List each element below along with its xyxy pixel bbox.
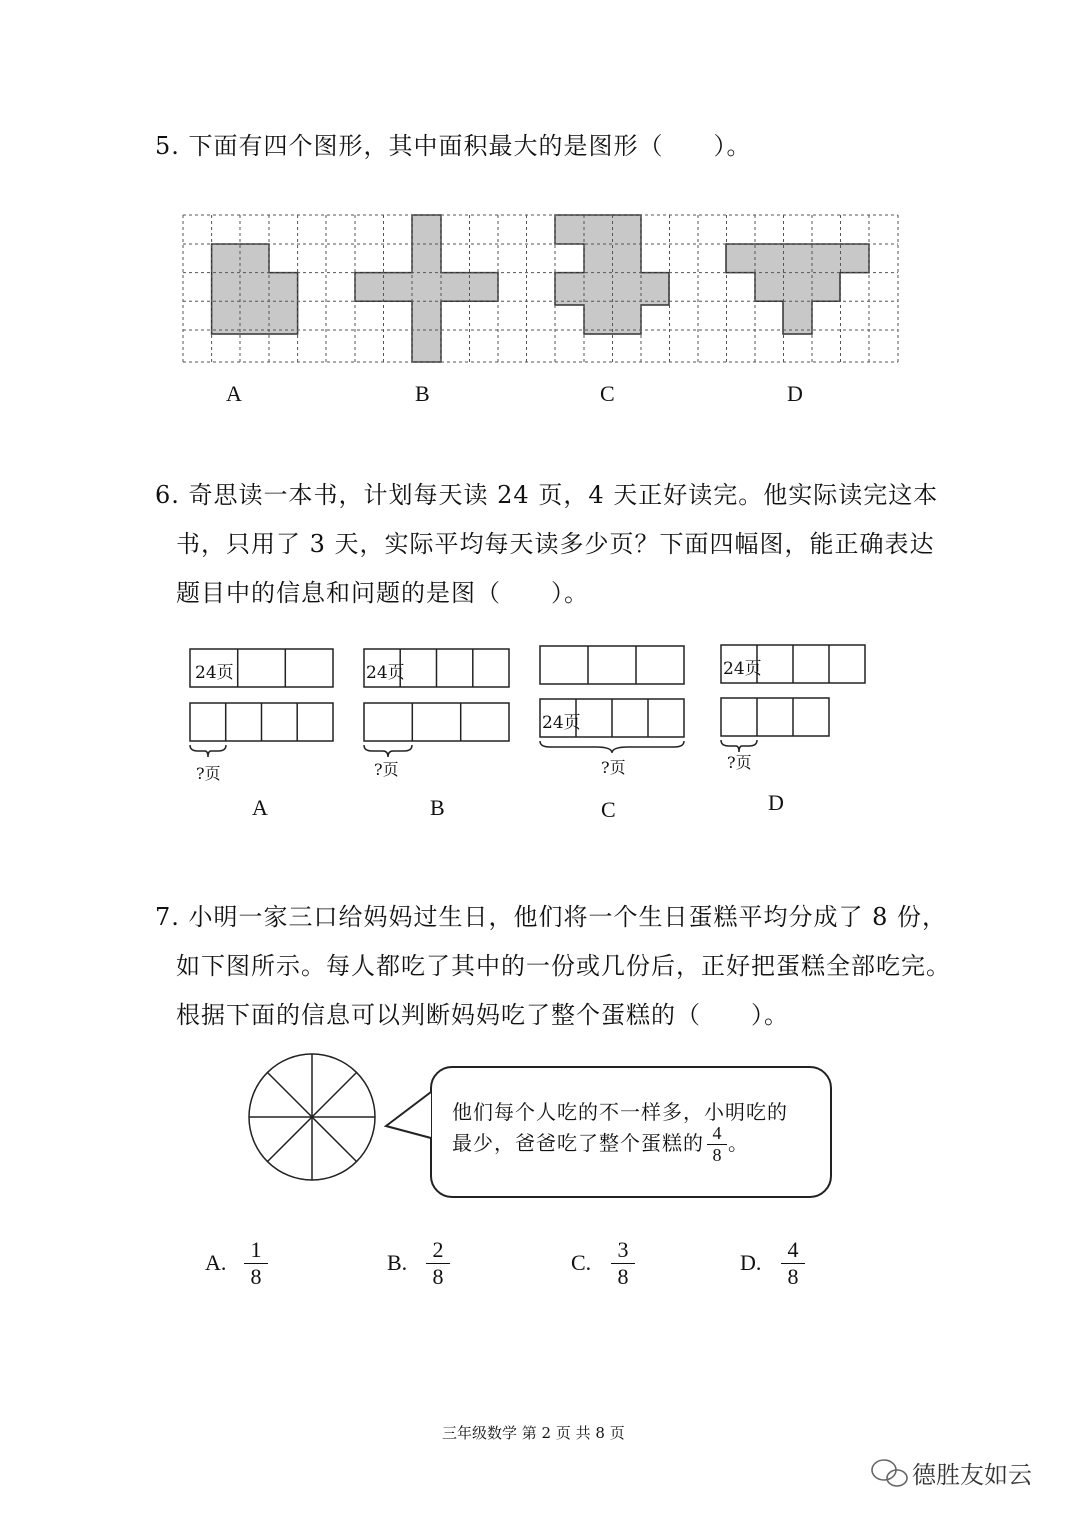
q5-label-a: A [226, 381, 242, 406]
diagram-c-box-label: 24页 [542, 713, 581, 733]
page-footer: 三年级数学 第 2 页 共 8 页 [442, 1424, 625, 1442]
q5-label-d: D [787, 381, 803, 406]
diagram-b-question: ?页 [374, 760, 399, 779]
q7-option-b-fraction: 2 8 [426, 1238, 450, 1289]
bubble-line1: 他们每个人吃的不一样多，小明吃的 [452, 1100, 788, 1124]
q6-label-a: A [252, 795, 268, 820]
q7-line1: 7. 小明一家三口给妈妈过生日，他们将一个生日蛋糕平均分成了 8 份， [155, 903, 948, 931]
diagram-b-box-label: 24页 [366, 663, 405, 683]
q7-option-d-label: D. [740, 1250, 762, 1275]
diagram-a-question: ?页 [196, 764, 221, 783]
q5-label-b: B [415, 381, 430, 406]
watermark-text: 德胜友如云 [912, 1461, 1032, 1489]
diagram-d-question: ?页 [727, 753, 752, 772]
diagram-c-question: ?页 [601, 758, 626, 777]
bubble-line2: 最少，爸爸吃了整个蛋糕的 [452, 1131, 704, 1155]
q5-label-c: C [600, 381, 615, 406]
q7-line2: 如下图所示。每人都吃了其中的一份或几份后，正好把蛋糕全部吃完。 [176, 952, 951, 980]
bubble-fraction: 4 8 [707, 1124, 727, 1165]
q7-option-a-fraction: 1 8 [244, 1238, 268, 1289]
q6-line2: 书，只用了 3 天，实际平均每天读多少页？下面四幅图，能正确表达 [176, 530, 935, 558]
q5-text: 5. 下面有四个图形，其中面积最大的是图形（ ）。 [155, 132, 752, 160]
q6-label-c: C [601, 797, 616, 822]
q6-line1: 6. 奇思读一本书，计划每天读 24 页，4 天正好读完。他实际读完这本 [155, 481, 939, 509]
diagram-a-box-label: 24页 [195, 663, 234, 683]
q6-label-d: D [768, 790, 784, 815]
q6-label-b: B [430, 795, 445, 820]
q7-option-d-fraction: 4 8 [781, 1238, 805, 1289]
q7-option-c-label: C. [571, 1250, 592, 1275]
q7-option-a-label: A. [205, 1250, 227, 1275]
q7-option-b-label: B. [387, 1250, 408, 1275]
q7-line3: 根据下面的信息可以判断妈妈吃了整个蛋糕的（ ）。 [176, 1001, 789, 1029]
q7-option-c-fraction: 3 8 [611, 1238, 635, 1289]
q6-line3: 题目中的信息和问题的是图（ ）。 [176, 579, 589, 607]
diagram-d-box-label: 24页 [723, 659, 762, 679]
bubble-end: 。 [728, 1131, 749, 1155]
